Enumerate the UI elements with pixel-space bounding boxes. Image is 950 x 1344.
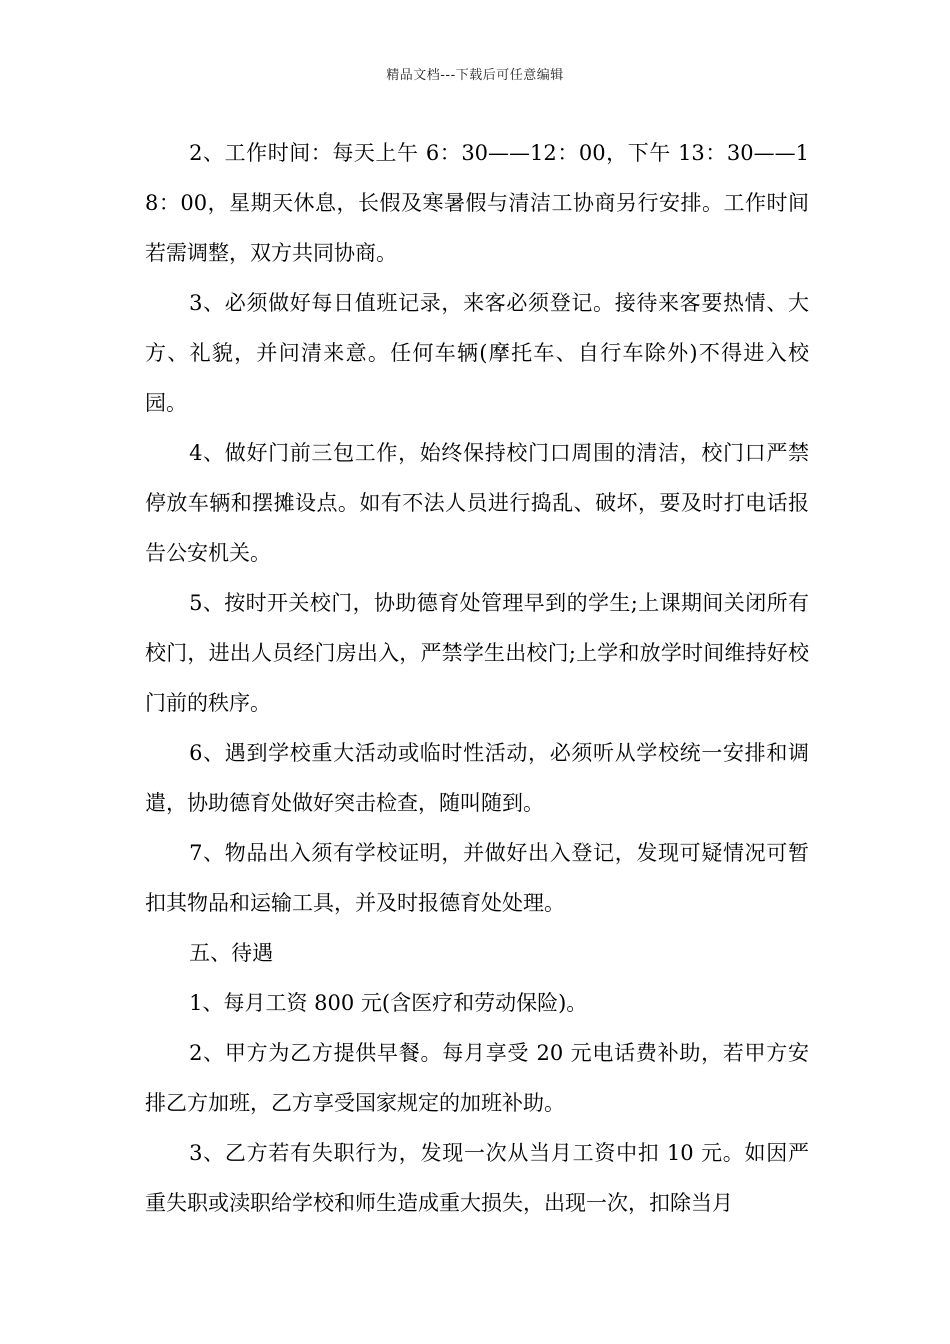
- paragraph-penalty: 3、乙方若有失职行为，发现一次从当月工资中扣 10 元。如因严重失职或渎职给学校和师生造成重大损失，出现一次，扣除当月: [145, 1141, 809, 1215]
- paragraph-gate-opening: 5、按时开关校门，协助德育处管理早到的学生;上课期间关闭所有校门，进出人员经门房出入，严禁学生出校门;上学和放学时间维持好校门前的秩序。: [145, 591, 809, 715]
- paragraph-breakfast-allowance: 2、甲方为乙方提供早餐。每月享受 20 元电话费补助，若甲方安排乙方加班，乙方享受国家规定的加班补助。: [145, 1041, 809, 1115]
- paragraph-item-inspection: 7、物品出入须有学校证明，并做好出入登记，发现可疑情况可暂扣其物品和运输工具，并及时报德育处处理。: [145, 841, 809, 915]
- paragraph-duty-record: 3、必须做好每日值班记录，来客必须登记。接待来客要热情、大方、礼貌，并问清来意。任何车辆(摩托车、自行车除外)不得进入校园。: [145, 291, 809, 415]
- page-header: 精品文档---下载后可任意编辑: [386, 68, 564, 83]
- paragraph-major-events: 6、遇到学校重大活动或临时性活动，必须听从学校统一安排和调遣，协助德育处做好突击检查，随叫随到。: [145, 741, 809, 815]
- paragraph-monthly-salary: 1、每月工资 800 元(含医疗和劳动保险)。: [189, 991, 588, 1015]
- paragraph-gate-cleanliness: 4、做好门前三包工作，始终保持校门口周围的清洁，校门口严禁停放车辆和摆摊设点。如有不法人员进行捣乱、破坏，要及时打电话报告公安机关。: [145, 441, 809, 565]
- section-heading-treatment: 五、待遇: [189, 941, 274, 965]
- document-body: [145, 128, 809, 1228]
- paragraph-work-hours: 2、工作时间：每天上午 6：30——12：00，下午 13：30——18：00，星期天休息，长假及寒暑假与清洁工协商另行安排。工作时间若需调整，双方共同协商。: [145, 141, 809, 265]
